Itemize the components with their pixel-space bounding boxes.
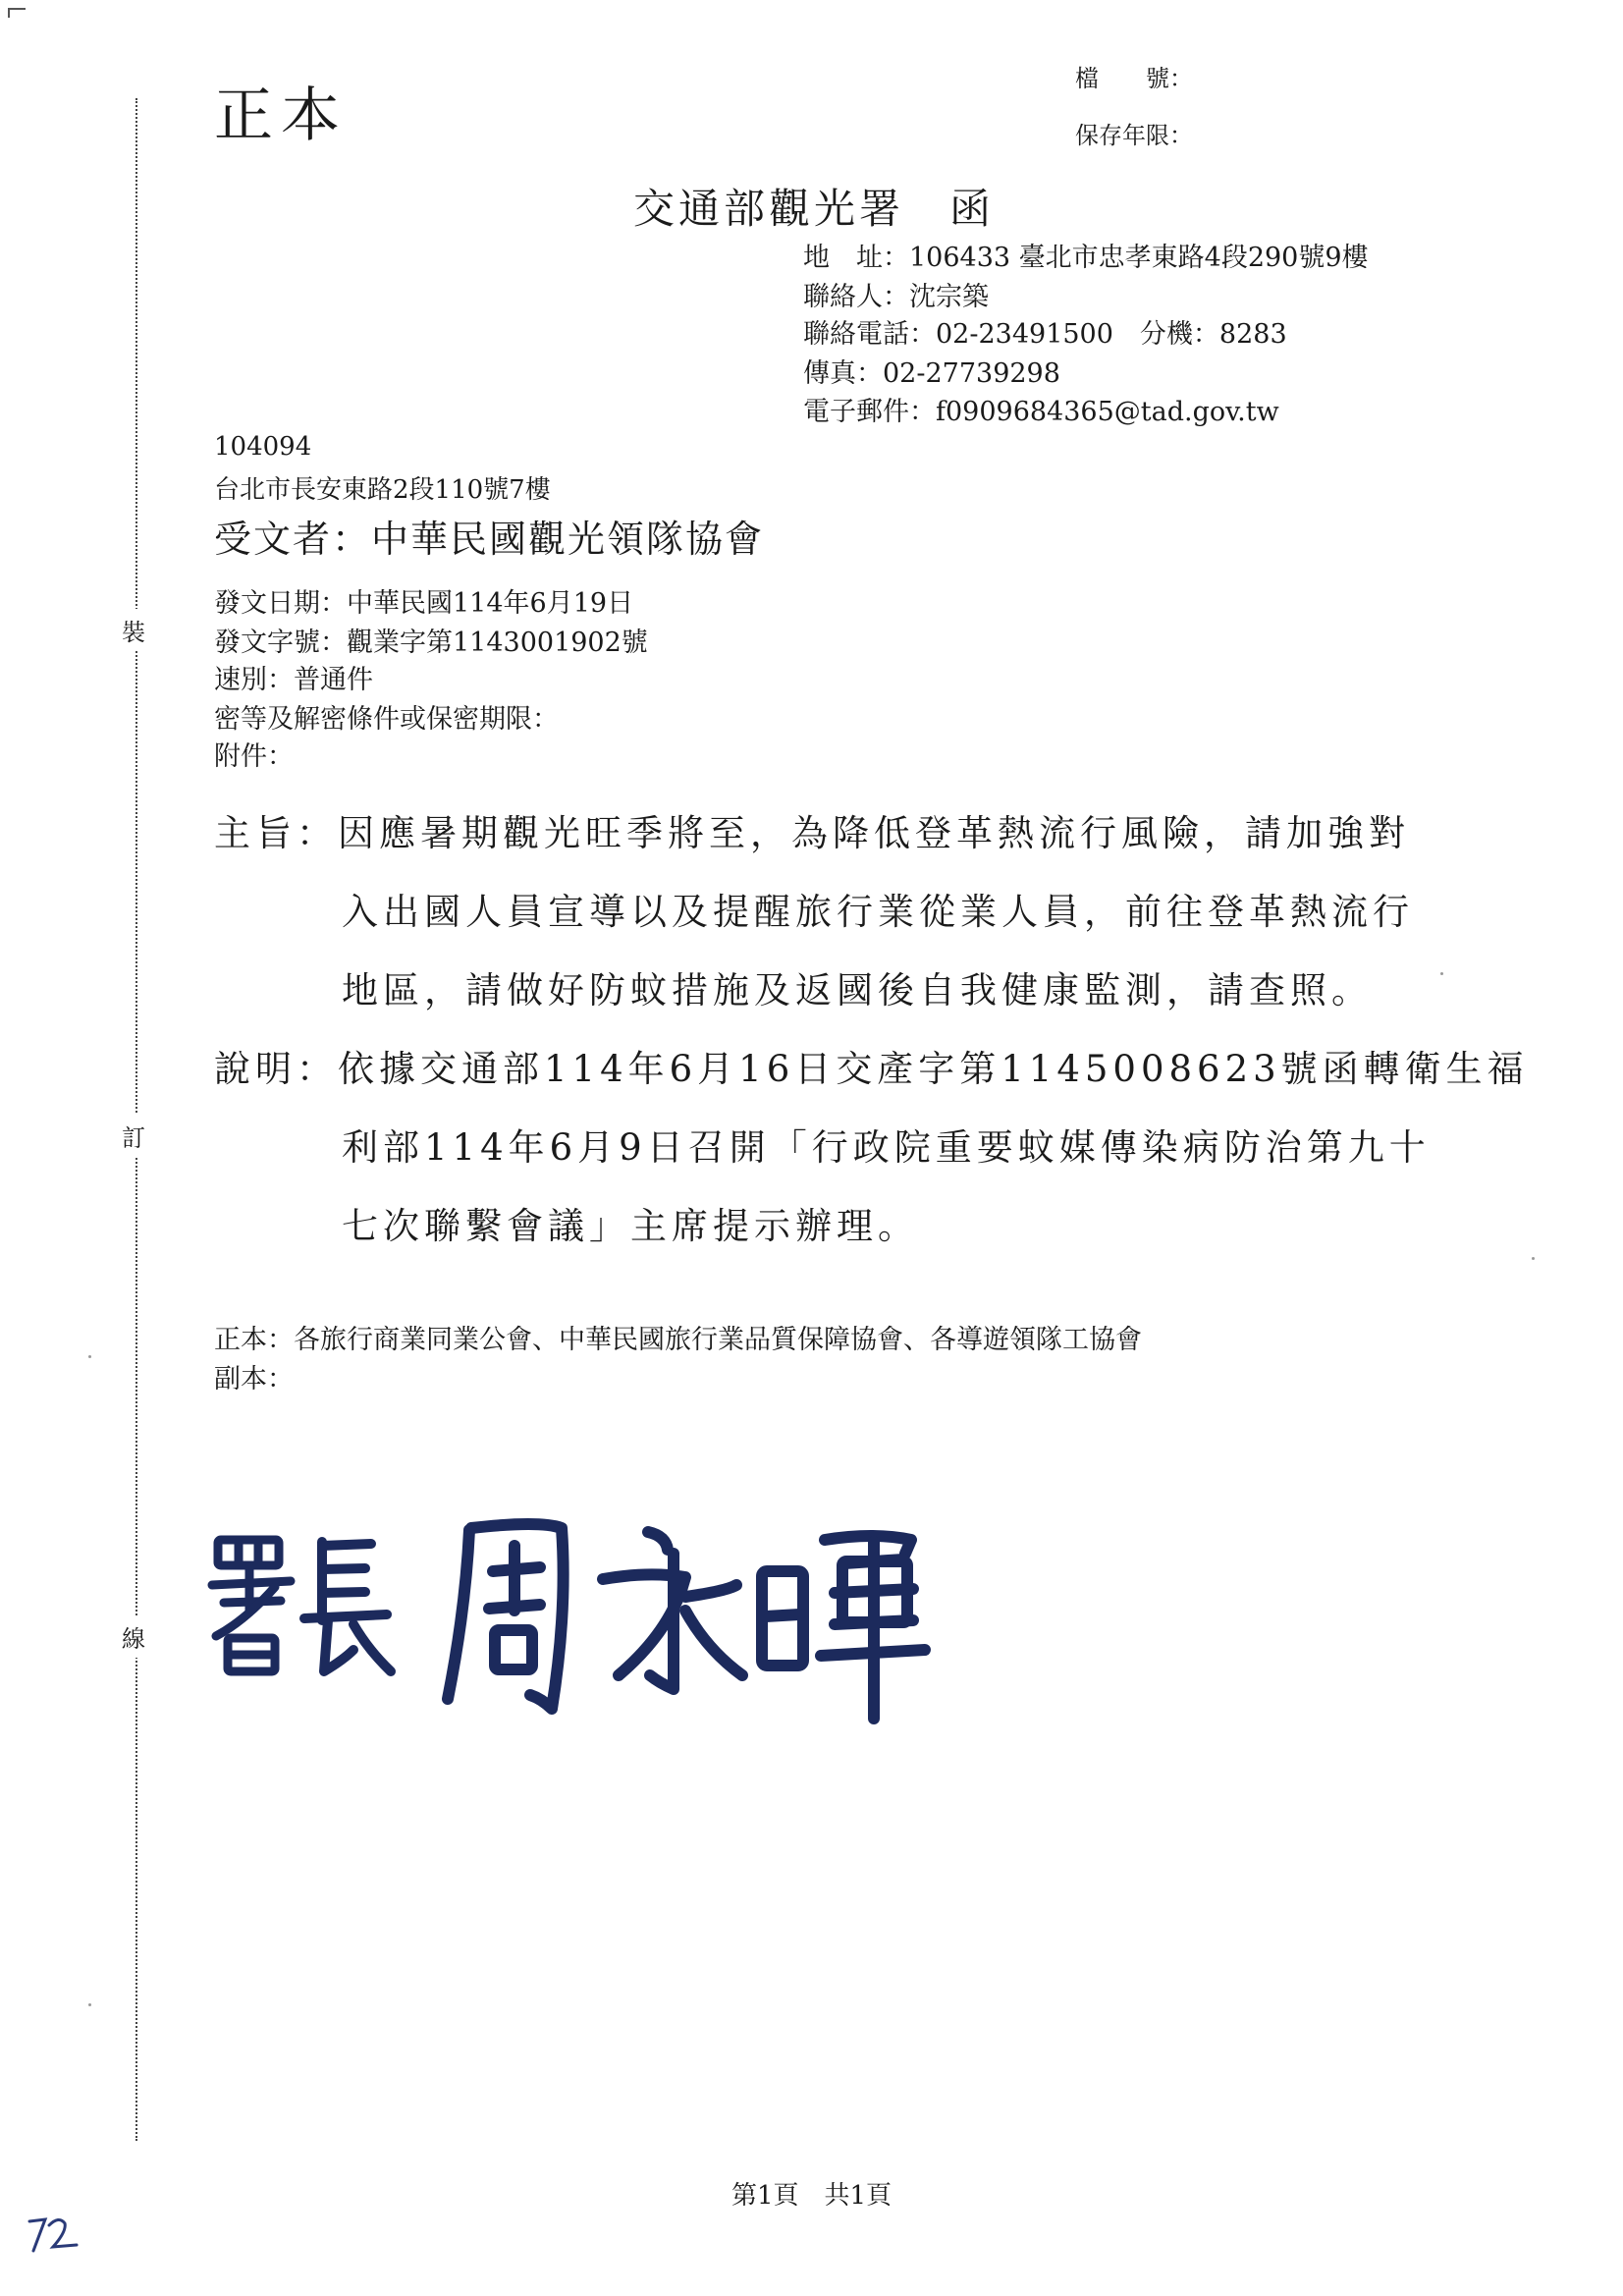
contact-person: 聯絡人：沈宗築: [803, 282, 989, 312]
distribution-copy: 副本：: [214, 1364, 294, 1394]
contact-phone: 聯絡電話：02-23491500 分機：8283: [803, 319, 1287, 350]
explanation-line-2: 利部114年6月9日召開「行政院重要蚊媒傳染病防治第九十: [342, 1126, 1431, 1169]
contact-fax: 傳真：02-27739298: [803, 358, 1060, 389]
original-copy-stamp: 正本: [214, 82, 348, 150]
binding-mark-middle: 訂: [122, 1115, 145, 1157]
scan-speck: [1440, 972, 1443, 975]
explanation-line-3: 七次聯繫會議」主席提示辦理。: [342, 1205, 919, 1247]
recipient-postal-code: 104094: [214, 432, 312, 462]
recipient: 受文者：中華民國觀光領隊協會: [214, 518, 765, 561]
document-number: 發文字號：觀業字第1143001902號: [214, 628, 648, 658]
recipient-street: 台北市長安東路2段110號7樓: [214, 475, 551, 505]
scan-corner-mark: [8, 8, 26, 10]
subject-line-1: 主旨：因應暑期觀光旺季將至，為降低登革熱流行風險，請加強對: [214, 812, 1410, 854]
agency-address: 地 址：106433 臺北市忠孝東路4段290號9樓: [803, 243, 1369, 273]
scan-corner-mark: [8, 8, 10, 18]
subject-line-2: 入出國人員宣導以及提醒旅行業從業人員，前往登革熱流行: [342, 891, 1414, 933]
classification: 密等及解密條件或保密期限：: [214, 704, 559, 735]
file-number-label: 檔 號：: [1075, 65, 1193, 92]
agency-title: 交通部觀光署 函: [633, 185, 996, 233]
explanation-line-1: 說明：依據交通部114年6月16日交產字第1145008623號函轉衛生福: [214, 1048, 1529, 1090]
attachments: 附件：: [214, 741, 294, 772]
signature-director: [206, 1503, 992, 1732]
scan-speck: [1532, 1257, 1535, 1260]
subject-line-3: 地區，請做好防蚊措施及返國後自我健康監測，請查照。: [342, 969, 1373, 1011]
scan-speck: [88, 1355, 91, 1358]
binding-mark-bottom: 線: [122, 1615, 145, 1658]
binding-mark-top: 裝: [122, 609, 145, 651]
distribution-original: 正本：各旅行商業同業公會、中華民國旅行業品質保障協會、各導遊領隊工協會: [214, 1325, 1142, 1355]
handwritten-mark: [24, 2212, 82, 2261]
scan-speck: [88, 2003, 91, 2006]
delivery-speed: 速別：普通件: [214, 665, 373, 695]
page-number: 第1頁 共1頁: [730, 2181, 893, 2211]
retention-label: 保存年限：: [1075, 122, 1193, 149]
contact-email: 電子郵件：f0909684365@tad.gov.tw: [803, 397, 1279, 427]
issue-date: 發文日期：中華民國114年6月19日: [214, 588, 634, 619]
